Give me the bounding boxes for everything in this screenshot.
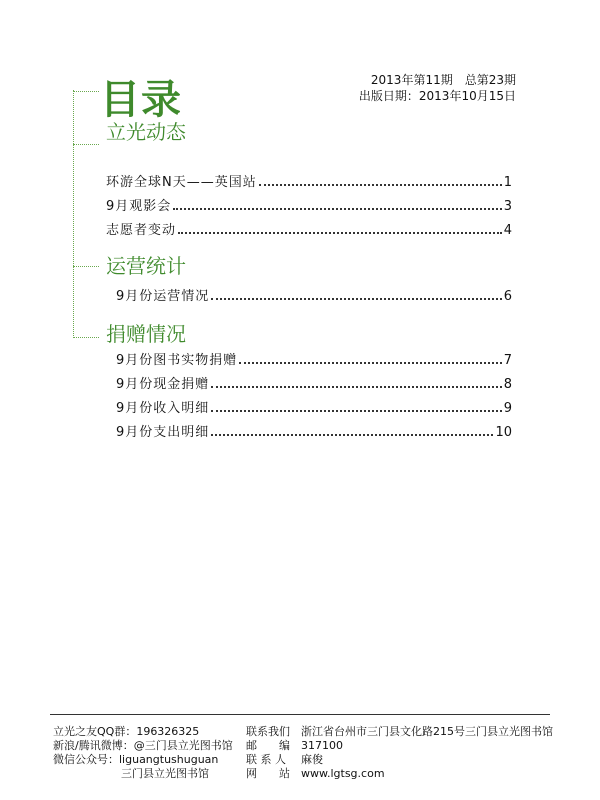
tree-branch <box>73 144 99 145</box>
toc-entry-label: 9月观影会 <box>106 199 172 214</box>
toc-entry[interactable] <box>106 197 512 215</box>
toc-entry-label: 9月份现金捐赠 <box>116 377 210 392</box>
toc-entry-page: 7 <box>503 353 512 368</box>
tree-branch <box>73 91 99 92</box>
contact-label: 联系我们 <box>246 725 290 738</box>
contact-row <box>246 725 553 739</box>
section-heading: 运营统计 <box>106 254 186 278</box>
tree-branch <box>73 337 99 338</box>
qq-group: 立光之友QQ群：196326325 <box>53 725 200 738</box>
toc-entry[interactable] <box>116 375 512 393</box>
publish-date: 出版日期：2013年10月15日 <box>358 89 516 103</box>
footer-social <box>53 725 233 781</box>
contact-address: 浙江省台州市三门县文化路215号三门县立光图书馆 <box>301 725 553 738</box>
website-row <box>246 767 553 781</box>
toc-entry[interactable] <box>116 423 512 441</box>
toc-entry-label: 环游全球N天——英国站 <box>106 175 257 190</box>
toc-entry-page: 1 <box>503 175 512 190</box>
toc-entry-page: 8 <box>503 377 512 392</box>
dot-leader <box>173 197 501 210</box>
website-label: 网 站 <box>246 767 290 780</box>
wechat-account: 微信公众号：liguangtushuguan <box>53 753 219 766</box>
toc-entry[interactable] <box>116 351 512 369</box>
person-label: 联 系 人 <box>246 753 286 766</box>
section-heading: 立光动态 <box>106 120 186 144</box>
toc-entry-label: 9月份图书实物捐赠 <box>116 353 238 368</box>
toc-entry-label: 9月份运营情况 <box>116 289 210 304</box>
weibo-account: 新浪/腾讯微博：@三门县立光图书馆 <box>53 739 233 752</box>
toc-entry[interactable] <box>106 221 512 239</box>
website-link[interactable]: www.lgtsg.com <box>301 767 385 780</box>
section-heading: 捐赠情况 <box>106 322 186 346</box>
tree-branch <box>73 266 99 267</box>
dot-leader <box>259 173 502 186</box>
toc-entry-page: 6 <box>503 289 512 304</box>
wechat-name: 三门县立光图书馆 <box>121 767 209 780</box>
toc-entry[interactable] <box>116 287 512 305</box>
toc-entry-label: 9月份收入明细 <box>116 401 210 416</box>
dot-leader <box>178 221 502 234</box>
person-value: 麻俊 <box>301 753 323 766</box>
zip-label: 邮 编 <box>246 739 290 752</box>
footer-contact <box>246 725 553 781</box>
toc-entry-label: 9月份支出明细 <box>116 425 210 440</box>
dot-leader <box>239 351 501 364</box>
zip-value: 317100 <box>301 739 343 752</box>
dot-leader <box>211 287 501 300</box>
toc-title: 目录 <box>100 77 182 123</box>
dot-leader <box>211 375 501 388</box>
tree-connector <box>73 90 74 338</box>
dot-leader <box>211 423 493 436</box>
dot-leader <box>211 399 501 412</box>
toc-entry[interactable] <box>116 399 512 417</box>
toc-entry-page: 4 <box>503 223 512 238</box>
zip-row <box>246 739 553 753</box>
footer-divider <box>50 714 550 715</box>
toc-entry[interactable] <box>106 173 512 191</box>
person-row <box>246 753 553 767</box>
toc-entry-page: 10 <box>495 425 512 440</box>
issue-number: 2013年第11期 总第23期 <box>370 73 516 87</box>
toc-entry-label: 志愿者变动 <box>106 223 177 238</box>
toc-entry-page: 3 <box>503 199 512 214</box>
issue-info <box>359 72 516 104</box>
toc-entry-page: 9 <box>503 401 512 416</box>
